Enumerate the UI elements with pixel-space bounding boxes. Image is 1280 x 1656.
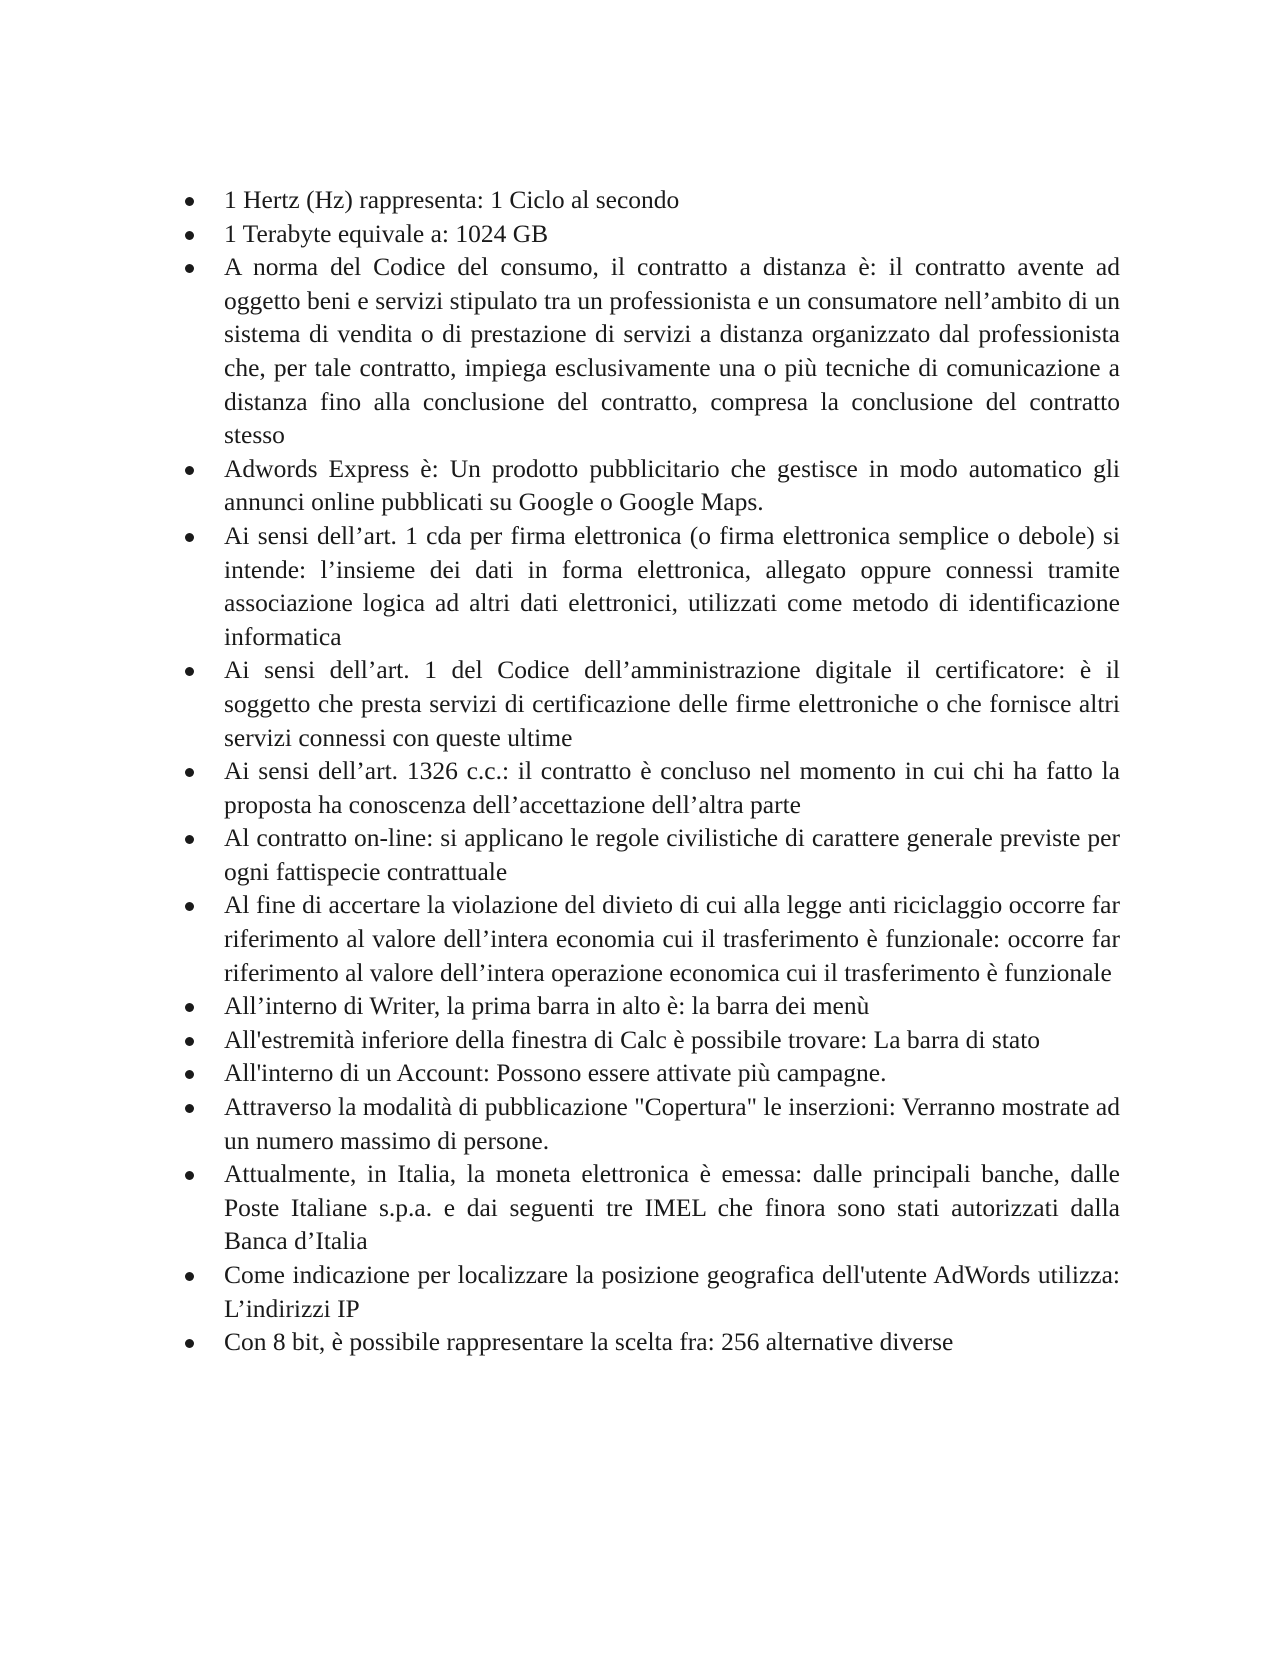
bullet-dot-icon	[185, 533, 194, 542]
list-item-text: Attualmente, in Italia, la moneta elettronica è emessa: dalle principali banche, dalle Poste Italiane s.p.a. e dai seguenti tre IMEL che finora sono stati autorizzati dalla Banca d’Italia	[224, 1159, 1120, 1256]
list-item	[224, 1056, 1120, 1090]
list-item-text: All’interno di Writer, la prima barra in alto è: la barra dei menù	[224, 991, 870, 1021]
list-item	[224, 1325, 1120, 1359]
list-item	[224, 1258, 1120, 1325]
bullet-dot-icon	[185, 1339, 194, 1348]
list-item	[224, 452, 1120, 519]
list-item-text: Ai sensi dell’art. 1 cda per firma elettronica (o firma elettronica semplice o debole) si intende: l’insieme dei dati in forma elettronica, allegato oppure connessi tramite associazione logica ad altri dati elettronici, utilizzati come metodo di identificazione informatica	[224, 520, 1120, 651]
bullet-dot-icon	[185, 1070, 194, 1079]
list-item-text: 1 Terabyte equivale a: 1024 GB	[224, 218, 549, 248]
list-item-text: Adwords Express è: Un prodotto pubblicitario che gestisce in modo automatico gli annunci online pubblicati su Google o Google Maps.	[224, 453, 1120, 517]
bullet-dot-icon	[185, 1272, 194, 1281]
list-item-text: A norma del Codice del consumo, il contratto a distanza è: il contratto avente ad oggetto beni e servizi stipulato tra un professionista e un consumatore nell’ambito di un sistema di vendita o di prestazione di servizi a distanza organizzato dal professionista che, per tale contratto, impiega esclusivamente una o più tecniche di comunicazione a distanza fino alla conclusione del contratto, compresa la conclusione del contratto stesso	[224, 252, 1120, 450]
list-item	[224, 1090, 1120, 1157]
list-item-text: Ai sensi dell’art. 1 del Codice dell’amministrazione digitale il certificatore: è il soggetto che presta servizi di certificazione delle firme elettroniche o che fornisce altri servizi connessi con queste ultime	[224, 655, 1120, 752]
list-item	[224, 1157, 1120, 1258]
bullet-dot-icon	[185, 1104, 194, 1113]
bullet-dot-icon	[185, 264, 194, 273]
list-item	[224, 1023, 1120, 1057]
bullet-dot-icon	[185, 1003, 194, 1012]
list-item	[224, 888, 1120, 989]
bullet-dot-icon	[185, 835, 194, 844]
list-item-text: Al contratto on-line: si applicano le regole civilistiche di carattere generale previste per ogni fattispecie contrattuale	[224, 823, 1120, 886]
bullet-list	[224, 183, 1120, 1359]
list-item	[224, 754, 1120, 821]
list-item-text: Al fine di accertare la violazione del divieto di cui alla legge anti riciclaggio occorre far riferimento al valore dell’intera economia cui il trasferimento è funzionale: occorre far riferimento al valore dell’intera operazione economica cui il trasferimento è funzionale	[224, 890, 1120, 987]
list-item	[224, 653, 1120, 754]
bullet-dot-icon	[185, 768, 194, 777]
list-item-text: Come indicazione per localizzare la posizione geografica dell'utente AdWords utilizza: L’indirizzi IP	[224, 1260, 1120, 1323]
bullet-dot-icon	[185, 1171, 194, 1180]
list-item-text: 1 Hertz (Hz) rappresenta: 1 Ciclo al secondo	[224, 185, 680, 214]
bullet-dot-icon	[185, 902, 194, 911]
list-item	[224, 989, 1120, 1023]
list-item	[224, 519, 1120, 653]
list-item-text: All'interno di un Account: Possono essere attivate più campagne.	[224, 1058, 887, 1088]
list-item-text: Con 8 bit, è possibile rappresentare la scelta fra: 256 alternative diverse	[224, 1327, 954, 1357]
bullet-dot-icon	[185, 1037, 194, 1046]
list-item	[224, 217, 1120, 251]
bullet-dot-icon	[185, 231, 194, 240]
bullet-dot-icon	[185, 466, 194, 475]
list-item-text: All'estremità inferiore della finestra di Calc è possibile trovare: La barra di stato	[224, 1024, 1041, 1054]
list-item-text: Ai sensi dell’art. 1326 c.c.: il contratto è concluso nel momento in cui chi ha fatto la proposta ha conoscenza dell’accettazione dell’altra parte	[224, 756, 1120, 819]
bullet-dot-icon	[185, 197, 194, 206]
list-item	[224, 821, 1120, 888]
list-item	[224, 250, 1120, 452]
list-item-text: Attraverso la modalità di pubblicazione "Copertura" le inserzioni: Verranno mostrate ad un numero massimo di persone.	[224, 1092, 1120, 1155]
list-item	[224, 183, 1120, 217]
bullet-dot-icon	[185, 667, 194, 676]
